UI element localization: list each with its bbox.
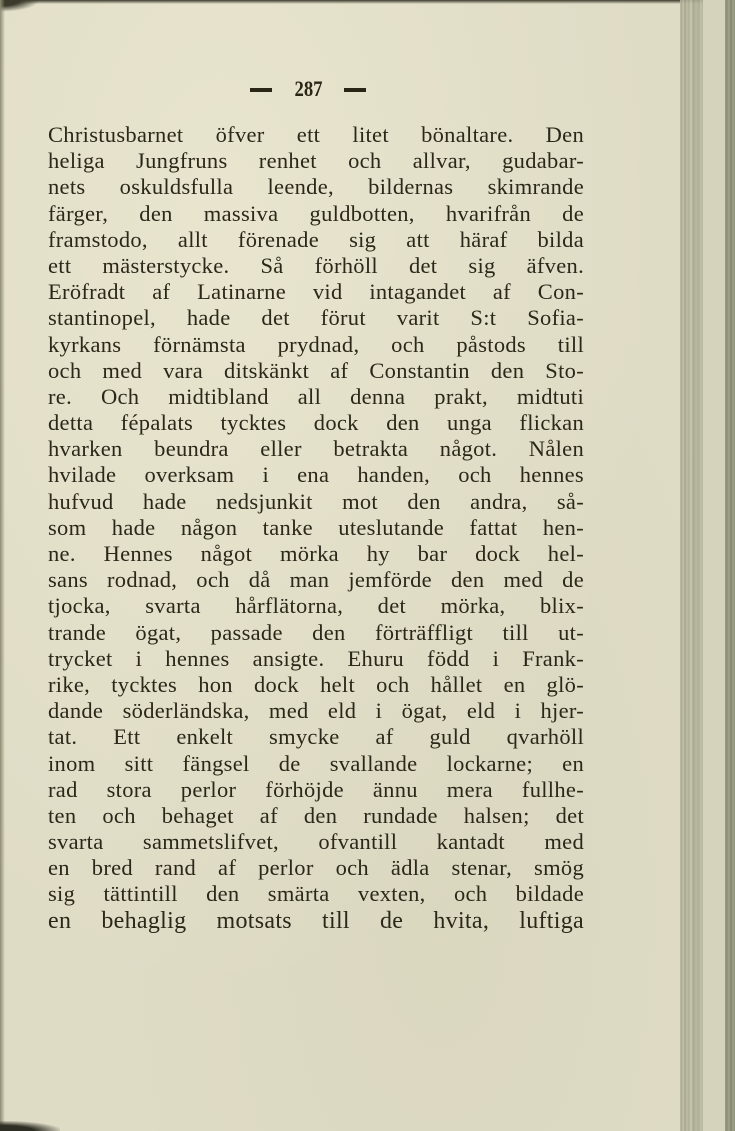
page-header (0, 76, 616, 102)
text-line: heliga Jungfruns renhet och allvar, gudabar- (48, 148, 584, 174)
text-line: hvarken beundra eller betrakta något. Nålen (48, 436, 584, 462)
page-corner-shadow-bottom (0, 1121, 60, 1131)
text-line: rad stora perlor förhöjde ännu mera fullhe- (48, 776, 584, 802)
text-line: nets oskuldsfulla leende, bildernas skimrande (48, 174, 584, 200)
text-line: framstodo, allt förenade sig att häraf bilda (48, 226, 584, 252)
text-line: detta fépalats tycktes dock den unga flickan (48, 410, 584, 436)
text-line: Eröfradt af Latinarne vid intagandet af Con- (48, 279, 584, 305)
text-line: sig tättintill den smärta vexten, och bildade (48, 881, 584, 907)
text-line: inom sitt fängsel de svallande lockarne; en (48, 750, 584, 776)
text-line: Christusbarnet öfver ett litet bönaltare. Den (48, 122, 584, 147)
text-line: hvilade overksam i ena handen, och hennes (48, 462, 584, 488)
text-line: tat. Ett enkelt smycke af guld qvarhöll (48, 724, 584, 750)
text-line: re. Och midtibland all denna prakt, midtuti (48, 383, 584, 409)
text-line: ne. Hennes något mörka hy bar dock hel- (48, 541, 584, 566)
text-line: och med vara ditskänkt af Constantin den Sto- (48, 357, 584, 383)
text-line: ett mästerstycke. Så förhöll det sig äfven. (48, 252, 584, 278)
text-line: kyrkans förnämsta prydnad, och påstods till (48, 331, 584, 357)
text-line: rike, tycktes hon dock helt och hållet en glö- (48, 671, 584, 697)
text-line: trande ögat, passade den förträffligt till ut- (48, 619, 584, 645)
text-line: tjocka, svarta hårflätorna, det mörka, blix- (48, 593, 584, 619)
text-line: svarta sammetslifvet, ofvantill kantadt med (48, 829, 584, 855)
page-number: 287 (293, 76, 323, 101)
text-line: en behaglig motsats till de hvita, luftiga (48, 907, 584, 934)
text-line: som hade någon tanke uteslutande fattat hen- (48, 514, 584, 540)
page-margin-strip (703, 0, 725, 1131)
text-line: stantinopel, hade det förut varit S:t Sofia- (48, 305, 584, 331)
text-line: sans rodnad, och då man jemförde den med de (48, 567, 584, 593)
page-top-edge (0, 0, 735, 4)
text-line: hufvud hade nedsjunkit mot den andra, så- (48, 488, 584, 514)
header-dash-right (344, 88, 366, 92)
page-stack-edge (680, 0, 703, 1131)
text-line: trycket i hennes ansigte. Ehuru född i Frank- (48, 645, 584, 671)
text-line: färger, den massiva guldbotten, hvarifrån de (48, 200, 584, 226)
text-line: ten och behaget af den rundade halsen; det (48, 802, 584, 828)
page-left-edge (0, 0, 5, 1131)
page-body-text (48, 122, 584, 934)
text-line: dande söderländska, med eld i ögat, eld i hjer- (48, 698, 584, 724)
header-dash-left (250, 88, 272, 92)
text-line: en bred rand af perlor och ädla stenar, smög (48, 855, 584, 881)
page-stack-edge-outer (725, 0, 735, 1131)
page-corner-shadow (0, 0, 40, 12)
